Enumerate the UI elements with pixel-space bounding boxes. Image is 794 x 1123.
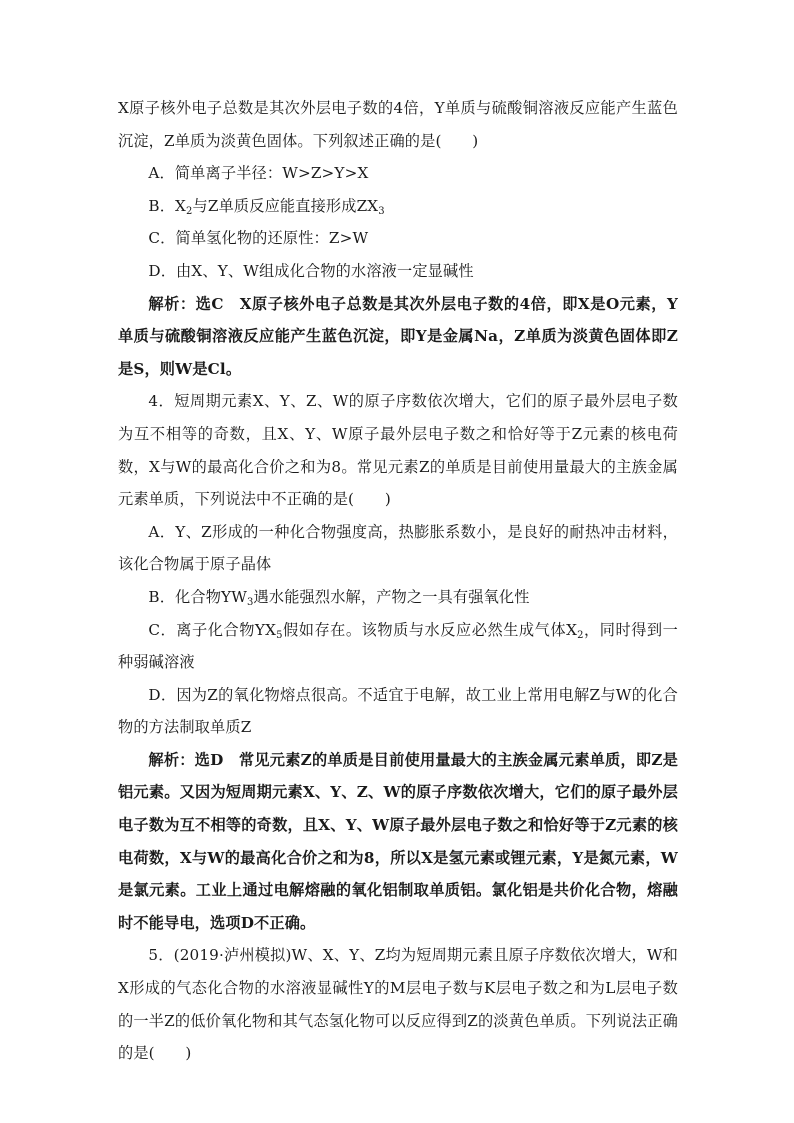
q4-stem: 4．短周期元素X、Y、Z、W的原子序数依次增大，它们的原子最外层电子数为互不相等的奇数，且X、Y、W原子最外层电子数之和恰好等于Z元素的核电荷数，X与W的最高化合价之和为8。常见元素Z的单质是目前使用量最大的主族金属元素单质，下列说法中不正确的是( )	[118, 392, 678, 509]
q3-option-d: D．由X、Y、W组成化合物的水溶液一定显碱性	[148, 261, 474, 280]
q3-option-b-subscript-2: 3	[378, 205, 385, 217]
q4-option-c-subscript: 5	[276, 629, 283, 641]
q4-option-b-text: B．化合物YW	[148, 587, 247, 606]
q4-option-a: A．Y、Z形成的一种化合物强度高，热膨胀系数小，是良好的耐热冲击材料，该化合物属于原子晶体	[118, 522, 678, 574]
q3-analysis	[118, 288, 678, 386]
q3-option-a: A．简单离子半径：W>Z>Y>X	[148, 164, 369, 183]
q3-option-b-text: B．X	[148, 196, 187, 215]
q4-option-c	[118, 614, 678, 679]
q4-analysis	[118, 744, 678, 940]
q3-option-b-subscript: 2	[186, 205, 193, 217]
q5-stem: 5．(2019·泸州模拟)W、X、Y、Z均为短周期元素且原子序数依次增大，W和X形成的气态化合物的水溶液显碱性Y的M层电子数与K层电子数之和为L层电子数的一半Z的低价氧化物和其气态氢化物可以反应得到Z的淡黄色单质。下列说法正确的是( )	[118, 946, 678, 1063]
q4-option-c-subscript-2: 2	[577, 629, 584, 641]
q4-option-b	[118, 581, 678, 614]
q4-option-d: D．因为Z的氧化物熔点很高。不适宜于电解，故工业上常用电解Z与W的化合物的方法制取单质Z	[118, 685, 678, 737]
q3-option-b	[118, 190, 678, 223]
q4-analysis-label: 解析：	[148, 750, 195, 769]
document-body	[118, 92, 678, 1070]
q4-analysis-text: 选D 常见元素Z的单质是目前使用量最大的主族金属元素单质，即Z是铝元素。又因为短周期元素X、Y、Z、W的原子序数依次增大，它们的原子最外层电子数为互不相等的奇数，且X、Y、W原子最外层电子数之和恰好等于Z元素的核电荷数，X与W的最高化合价之和为8，所以X是氢元素或锂元素，Y是氮元素，W是氯元素。工业上通过电解熔融的氧化铝制取单质铝。氯化铝是共价化合物，熔融时不能导电，选项D不正确。	[118, 750, 678, 932]
q3-stem: X原子核外电子总数是其次外层电子数的4倍，Y单质与硫酸铜溶液反应能产生蓝色沉淀，Z单质为淡黄色固体。下列叙述正确的是( )	[118, 99, 678, 150]
q3-option-c: C．简单氢化物的还原性：Z>W	[148, 229, 369, 248]
q4-option-b-subscript: 3	[247, 596, 254, 608]
q4-option-c-text: C．离子化合物YX	[148, 620, 277, 639]
q3-analysis-label: 解析：	[148, 294, 196, 313]
q4-option-b-text-2: 遇水能强烈水解，产物之一具有强氧化性	[253, 587, 530, 606]
q4-option-c-text-3: ，同时得到一种弱碱溶液	[118, 620, 678, 672]
q3-option-b-text-2: 与Z单质反应能直接形成ZX	[192, 196, 379, 215]
q3-analysis-text: 选C X原子核外电子总数是其次外层电子数的4倍，即X是O元素，Y单质与硫酸铜溶液反应能产生蓝色沉淀，即Y是金属Na，Z单质为淡黄色固体即Z是S，则W是Cl。	[118, 294, 678, 378]
q4-option-c-text-2: 假如存在。该物质与水反应必然生成气体X	[282, 620, 578, 639]
